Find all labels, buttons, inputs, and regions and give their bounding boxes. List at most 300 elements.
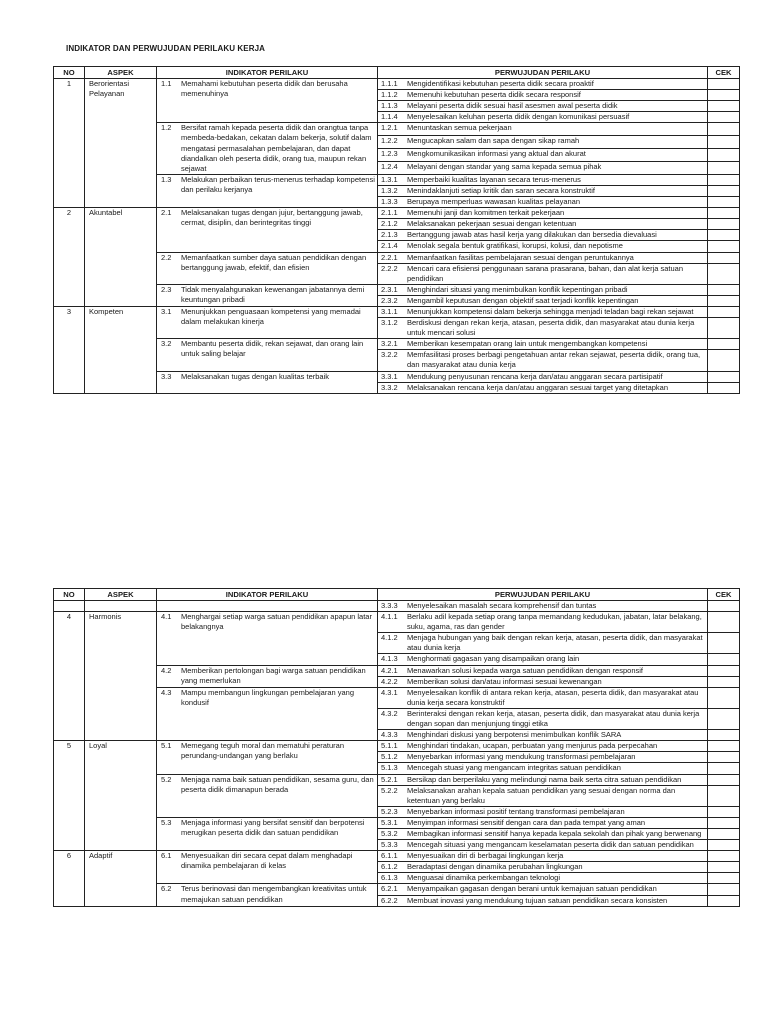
check-cell[interactable] [708, 806, 740, 817]
check-cell[interactable] [708, 763, 740, 774]
check-cell[interactable] [708, 601, 740, 612]
behavior-line [381, 350, 705, 370]
check-cell[interactable] [708, 654, 740, 665]
indicator-number: 2.3 [161, 284, 172, 294]
aspect-number: 6 [54, 851, 85, 906]
behavior-table-page-2 [53, 588, 740, 907]
indicator-text: Mampu membangun lingkungan pembelajaran yang kondusif [181, 687, 355, 707]
indicator [161, 372, 375, 382]
behavior-text: Beradaptasi dengan dinamika perubahan lingkungan [407, 862, 583, 872]
behavior-line [381, 136, 705, 146]
behavior-item [378, 79, 708, 90]
behavior-number: 2.3.2 [381, 295, 398, 305]
table-row [54, 284, 740, 295]
behavior-text: Menghindari tindakan, ucapan, perbuatan yang menjurus pada perpecahan [407, 741, 658, 751]
behavior-number: 5.1.2 [381, 752, 398, 762]
behavior-text: Melayani dengan standar yang sama kepada semua pihak [407, 161, 602, 171]
behavior-number: 4.3.1 [381, 687, 398, 697]
check-cell[interactable] [708, 612, 740, 633]
behavior-item [378, 884, 708, 895]
behavior-item [378, 123, 708, 136]
behavior-number: 5.3.2 [381, 828, 398, 838]
behavior-number: 5.3.1 [381, 817, 398, 827]
behavior-text: Melaksanakan arahan kepala satuan pendidikan yang sesuai dengan norma dan ketentuan yang berlaku [407, 785, 676, 805]
check-cell[interactable] [708, 123, 740, 136]
behavior-line [381, 763, 705, 773]
check-cell[interactable] [708, 318, 740, 339]
indicator-number: 4.3 [161, 687, 172, 697]
indicator [161, 208, 375, 228]
check-cell[interactable] [708, 284, 740, 295]
behavior-number: 2.2.2 [381, 263, 398, 273]
behavior-text: Menghindari diskusi yang berpotensi menimbulkan konflik SARA [407, 730, 622, 740]
indicator-text: Menunjukkan penguasaan kompetensi yang memadai dalam melakukan kinerja [181, 306, 361, 327]
indicator [161, 741, 375, 761]
behavior-text: Mencari cara efisiensi penggunaan sarana prasarana, bahan, dan alat kerja satuan pendidikan [407, 263, 684, 283]
check-cell[interactable] [708, 350, 740, 371]
check-cell[interactable] [708, 371, 740, 382]
check-cell[interactable] [708, 174, 740, 185]
behavior-text: Melayani peserta didik sesuai hasil asesmen awal peserta didik [407, 101, 618, 111]
behavior-line [381, 677, 705, 687]
indicator-number: 6.1 [161, 851, 172, 861]
table-row [54, 851, 740, 862]
indicator-number: 4.2 [161, 665, 172, 675]
indicator-text: Terus berinovasi dan mengembangkan kreativitas untuk memajukan satuan pendidikan [181, 884, 367, 904]
check-cell[interactable] [708, 828, 740, 839]
behavior-line [381, 285, 705, 295]
indicator-number: 5.3 [161, 817, 172, 827]
behavior-text: Membuat inovasi yang mendukung tujuan satuan pendidikan secara konsisten [407, 895, 668, 905]
header-no: NO [54, 67, 85, 79]
behavior-text: Menyebarkan informasi yang mendukung transformasi pembelajaran [407, 752, 636, 762]
check-cell[interactable] [708, 708, 740, 729]
behavior-text: Menunjukkan kompetensi dalam bekerja sehingga menjadi teladan bagi rekan sejawat [407, 306, 694, 316]
indicator-cell [157, 339, 378, 371]
behavior-item [378, 654, 708, 665]
check-cell[interactable] [708, 149, 740, 162]
indicator-number: 1.3 [161, 174, 172, 184]
aspect-number: 5 [54, 741, 85, 851]
check-cell[interactable] [708, 197, 740, 208]
indicator-number: 3.2 [161, 339, 172, 349]
indicator-text: Bersifat ramah kepada peserta didik dan orangtua tanpa membeda-bedakan, cekatan dalam bekerja, solutif dalam mengatasi permasalahan pembelajaran, dan dapat diandalkan oleh peserta didik, orang tua, maupun rekan sejawat [181, 123, 372, 173]
behavior-text: Mengidentifikasi kebutuhan peserta didik secara proaktif [407, 79, 594, 88]
indicator-cell [157, 123, 378, 174]
behavior-item [378, 101, 708, 112]
indicator-cell [157, 817, 378, 850]
table-row [54, 687, 740, 708]
check-cell[interactable] [708, 101, 740, 112]
behavior-line [381, 688, 705, 708]
behavior-line [381, 208, 705, 218]
behavior-line [381, 230, 705, 240]
behavior-text: Mengucapkan salam dan sapa dengan sikap ramah [407, 136, 580, 146]
behavior-number: 3.2.2 [381, 350, 398, 360]
behavior-item [378, 185, 708, 196]
behavior-line [381, 840, 705, 850]
behavior-line [381, 709, 705, 729]
table-header-row [54, 67, 740, 79]
check-cell[interactable] [708, 90, 740, 101]
indicator [161, 612, 375, 632]
check-cell[interactable] [708, 774, 740, 785]
behavior-item [378, 219, 708, 230]
indicator-text: Menjaga nama baik satuan pendidikan, sesama guru, dan peserta didik dimanapun berada [181, 774, 374, 794]
behavior-text: Menyelesaikan masalah secara komprehensif dan tuntas [407, 601, 597, 610]
check-cell[interactable] [708, 241, 740, 252]
table-row [54, 371, 740, 382]
check-cell[interactable] [708, 382, 740, 393]
behavior-item [378, 112, 708, 123]
behavior-item [378, 241, 708, 252]
indicator-text: Melaksanakan tugas dengan jujur, bertanggung jawab, cermat, disiplin, dan berintegritas tinggi [181, 208, 363, 228]
check-cell[interactable] [708, 730, 740, 741]
behavior-number: 2.3.1 [381, 284, 398, 294]
behavior-text: Menyelesaikan konflik di antara rekan kerja, atasan, peserta didik, dan masyarakat atau dunia kerja secara konstruktif [407, 687, 699, 707]
aspect-name: Berorientasi Pelayanan [85, 79, 157, 208]
table-row [54, 252, 740, 263]
behavior-item [378, 350, 708, 371]
behavior-line [381, 873, 705, 883]
indicator [161, 666, 375, 686]
behavior-text: Memanfaatkan fasilitas pembelajaran sesuai dengan peruntukannya [407, 252, 634, 262]
check-cell[interactable] [708, 208, 740, 219]
behavior-line [381, 149, 705, 159]
behavior-item [378, 284, 708, 295]
indicator-text: Memegang teguh moral dan mematuhi peraturan perundang-undangan yang berlaku [181, 741, 345, 761]
behavior-text: Menghindari situasi yang menimbulkan konflik kepentingan pribadi [407, 284, 628, 294]
header-perwujudan: PERWUJUDAN PERILAKU [378, 589, 708, 601]
behavior-number: 1.1.3 [381, 101, 398, 111]
behavior-line [381, 162, 705, 172]
table-row [54, 612, 740, 633]
check-cell[interactable] [708, 851, 740, 862]
behavior-line [381, 383, 705, 393]
behavior-line [381, 79, 705, 89]
behavior-text: Bertanggung jawab atas hasil kerja yang dilakukan dan bersedia dievaluasi [407, 230, 657, 240]
behavior-text: Mencegah stuasi yang mengancam integritas satuan pendidikan [407, 763, 621, 773]
indicator-cell [157, 208, 378, 252]
behavior-line [381, 612, 705, 632]
indicator-cell [157, 371, 378, 393]
aspect-number: 2 [54, 208, 85, 307]
indicator [161, 79, 375, 99]
behavior-text: Membagikan informasi sensitif hanya kepada kepala sekolah dan pihak yang berwenang [407, 828, 702, 838]
behavior-number: 3.3.1 [381, 371, 398, 381]
behavior-line [381, 186, 705, 196]
check-cell[interactable] [708, 752, 740, 763]
behavior-number: 4.1.1 [381, 612, 398, 622]
behavior-item [378, 873, 708, 884]
check-cell[interactable] [708, 252, 740, 263]
behavior-item [378, 382, 708, 393]
behavior-item [378, 601, 708, 612]
indicator-text: Melakukan perbaikan terus-menerus terhadap kompetensi dan perilaku kerjanya [181, 174, 375, 194]
behavior-number: 4.3.3 [381, 730, 398, 740]
behavior-number: 5.2.1 [381, 774, 398, 784]
behavior-line [381, 307, 705, 317]
header-perwujudan: PERWUJUDAN PERILAKU [378, 67, 708, 79]
header-indikator: INDIKATOR PERILAKU [157, 67, 378, 79]
indicator-number: 1.2 [161, 123, 172, 133]
behavior-item [378, 371, 708, 382]
behavior-line [381, 862, 705, 872]
indicator-text: Melaksanakan tugas dengan kualitas terbaik [181, 371, 330, 381]
behavior-item [378, 862, 708, 873]
check-cell[interactable] [708, 136, 740, 149]
behavior-line [381, 884, 705, 894]
behavior-item [378, 828, 708, 839]
behavior-line [381, 851, 705, 861]
aspect-number: 3 [54, 306, 85, 393]
table-row [54, 884, 740, 895]
behavior-text: Mendukung penyusunan rencana kerja dan/atau anggaran secara partisipatif [407, 371, 663, 381]
indicator [161, 688, 375, 708]
indicator-text: Menyesuaikan diri secara cepat dalam menghadapi dinamika pembelajaran di kelas [181, 851, 353, 871]
indicator [161, 851, 375, 871]
indicator-number: 6.2 [161, 884, 172, 894]
indicator-number: 1.1 [161, 79, 172, 88]
behavior-text: Berdiskusi dengan rekan kerja, atasan, peserta didik, dan masyarakat atau dunia kerja untuk mencari solusi [407, 318, 695, 338]
behavior-item [378, 633, 708, 654]
indicator [161, 175, 375, 195]
indicator-cell [157, 174, 378, 207]
behavior-line [381, 219, 705, 229]
behavior-number: 6.2.2 [381, 895, 398, 905]
check-cell[interactable] [708, 665, 740, 676]
behavior-number: 5.2.2 [381, 785, 398, 795]
behavior-item [378, 763, 708, 774]
behavior-text: Berinteraksi dengan rekan kerja, atasan, peserta didik, dan masyarakat atau dunia kerja dengan sopan dan menjunjung tinggi etika [407, 708, 700, 729]
check-cell[interactable] [708, 79, 740, 90]
behavior-text: Mencegah situasi yang mengancam keselamatan peserta didik dan satuan pendidikan [407, 840, 694, 850]
indicator-text: Tidak menyalahgunakan kewenangan jabatannya demi keuntungan pribadi [181, 284, 365, 304]
behavior-line [381, 123, 705, 133]
behavior-number: 2.1.4 [381, 241, 398, 251]
table-row [54, 817, 740, 828]
behavior-item [378, 730, 708, 741]
indicator-text: Menghargai setiap warga satuan pendidikan apapun latar belakangnya [181, 612, 372, 632]
behavior-item [378, 318, 708, 339]
behavior-line [381, 807, 705, 817]
indicator-number: 5.1 [161, 741, 172, 751]
behavior-number: 1.3.1 [381, 174, 398, 184]
behavior-item [378, 817, 708, 828]
behavior-number: 3.3.3 [381, 601, 398, 610]
behavior-line [381, 101, 705, 111]
header-aspek: ASPEK [85, 67, 157, 79]
behavior-text: Berlaku adil kepada setiap orang tanpa memandang kedudukan, jabatan, latar belakang, suku, agama, ras dan gender [407, 612, 702, 632]
behavior-item [378, 197, 708, 208]
behavior-text: Memfasilitasi proses berbagi pengetahuan antar rekan sejawat, peserta didik, orang tua, dan masyarakat atau dunia kerja [407, 350, 701, 370]
indicator-cell [157, 884, 378, 906]
behavior-item [378, 687, 708, 708]
behavior-number: 2.1.3 [381, 230, 398, 240]
aspect-name: Kompeten [85, 306, 157, 393]
table-header-row [54, 589, 740, 601]
indicator-cell [157, 79, 378, 123]
behavior-number: 4.2.2 [381, 676, 398, 686]
behavior-text: Memberikan solusi dan/atau informasi sesuai kewenangan [407, 676, 602, 686]
check-cell[interactable] [708, 161, 740, 174]
behavior-number: 1.1.2 [381, 90, 398, 100]
header-indikator: INDIKATOR PERILAKU [157, 589, 378, 601]
table-row [54, 774, 740, 785]
behavior-item [378, 840, 708, 851]
behavior-line [381, 786, 705, 806]
header-aspek: ASPEK [85, 589, 157, 601]
behavior-line [381, 896, 705, 906]
header-no: NO [54, 589, 85, 601]
behavior-item [378, 252, 708, 263]
behavior-line [381, 741, 705, 751]
check-cell[interactable] [708, 873, 740, 884]
check-cell[interactable] [708, 339, 740, 350]
document-title: INDIKATOR DAN PERWUJUDAN PERILAKU KERJA [66, 44, 266, 53]
behavior-text: Menjaga hubungan yang baik dengan rekan kerja, atasan, peserta didik, dan masyarakat atau dunia kerja [407, 633, 703, 653]
behavior-number: 2.2.1 [381, 252, 398, 262]
indicator-number: 3.1 [161, 306, 172, 316]
behavior-number: 1.1.1 [381, 79, 398, 88]
behavior-item [378, 136, 708, 149]
behavior-number: 1.2.1 [381, 123, 398, 133]
behavior-item [378, 263, 708, 284]
behavior-line [381, 241, 705, 251]
behavior-number: 4.3.2 [381, 708, 398, 718]
behavior-line [381, 318, 705, 338]
table-row [54, 665, 740, 676]
behavior-text: Bersikap dan berperilaku yang melindungi nama baik serta citra satuan pendidikan [407, 774, 682, 784]
indicator [161, 307, 375, 327]
behavior-item [378, 774, 708, 785]
indicator-text: Membantu peserta didik, rekan sejawat, dan orang lain untuk saling belajar [181, 339, 364, 359]
behavior-line [381, 339, 705, 349]
behavior-line [381, 372, 705, 382]
behavior-text: Memberikan kesempatan orang lain untuk mengembangkan kompetensi [407, 339, 648, 349]
behavior-number: 1.1.4 [381, 112, 398, 122]
behavior-text: Menyimpan informasi sensitif dengan cara dan pada tempat yang aman [407, 817, 646, 827]
behavior-text: Mengkomunikasikan informasi yang aktual dan akurat [407, 149, 586, 159]
behavior-line [381, 296, 705, 306]
behavior-line [381, 197, 705, 207]
indicator-text: Memahami kebutuhan peserta didik dan berusaha memenuhinya [181, 79, 348, 99]
aspect-number: 4 [54, 612, 85, 741]
check-cell[interactable] [708, 862, 740, 873]
aspect-name: Akuntabel [85, 208, 157, 307]
check-cell[interactable] [708, 219, 740, 230]
behavior-number: 1.2.4 [381, 161, 398, 171]
check-cell[interactable] [708, 633, 740, 654]
behavior-line [381, 633, 705, 653]
behavior-item [378, 149, 708, 162]
behavior-line [381, 654, 705, 664]
behavior-number: 5.1.1 [381, 741, 398, 751]
check-cell[interactable] [708, 741, 740, 752]
indicator-cell [157, 284, 378, 306]
behavior-line [381, 818, 705, 828]
behavior-item [378, 230, 708, 241]
behavior-item [378, 851, 708, 862]
indicator [161, 775, 375, 795]
check-cell[interactable] [708, 185, 740, 196]
behavior-item [378, 612, 708, 633]
behavior-item [378, 90, 708, 101]
check-cell[interactable] [708, 840, 740, 851]
aspect-name: Adaptif [85, 851, 157, 906]
indicator-cell [157, 687, 378, 740]
behavior-text: Berupaya memperluas wawasan kualitas pelayanan [407, 197, 581, 207]
check-cell[interactable] [708, 785, 740, 806]
check-cell[interactable] [708, 263, 740, 284]
check-cell[interactable] [708, 230, 740, 241]
table-row [54, 306, 740, 317]
indicator-number: 4.1 [161, 612, 172, 622]
behavior-line [381, 601, 705, 611]
behavior-item [378, 806, 708, 817]
indicator-cell [157, 774, 378, 817]
behavior-number: 1.3.2 [381, 185, 398, 195]
indicator-number: 3.3 [161, 371, 172, 381]
indicator-text: Memanfaatkan sumber daya satuan pendidikan dengan bertanggung jawab, efektif, dan efisien [181, 252, 367, 272]
behavior-item [378, 306, 708, 317]
indicator-number: 2.1 [161, 208, 172, 218]
aspect-name: Loyal [85, 741, 157, 851]
check-cell[interactable] [708, 295, 740, 306]
table-row [54, 601, 740, 612]
behavior-line [381, 829, 705, 839]
check-cell[interactable] [708, 306, 740, 317]
behavior-number: 6.1.3 [381, 873, 398, 883]
behavior-text: Melaksanakan pekerjaan sesuai dengan ketentuan [407, 219, 577, 229]
indicator [161, 253, 375, 273]
indicator-cell [157, 741, 378, 774]
behavior-text: Menawarkan solusi kepada warga satuan pendidikan dengan responsif [407, 665, 643, 675]
check-cell[interactable] [708, 895, 740, 906]
behavior-text: Mengambil keputusan dengan objektif saat terjadi konflik kepentingan [407, 295, 639, 305]
check-cell[interactable] [708, 676, 740, 687]
behavior-item [378, 208, 708, 219]
behavior-item [378, 676, 708, 687]
behavior-line [381, 175, 705, 185]
behavior-item [378, 895, 708, 906]
behavior-line [381, 112, 705, 122]
behavior-item [378, 785, 708, 806]
behavior-item [378, 665, 708, 676]
check-cell[interactable] [708, 687, 740, 708]
behavior-text: Memenuhi janji dan komitmen terkait pekerjaan [407, 208, 565, 218]
table-row [54, 208, 740, 219]
behavior-number: 4.1.3 [381, 654, 398, 664]
behavior-text: Menguasai dinamika perkembangan teknologi [407, 873, 561, 883]
behavior-item [378, 339, 708, 350]
behavior-text: Memenuhi kebutuhan peserta didik secara responsif [407, 90, 581, 100]
behavior-line [381, 90, 705, 100]
behavior-number: 2.1.1 [381, 208, 398, 218]
check-cell[interactable] [708, 884, 740, 895]
behavior-number: 5.3.3 [381, 840, 398, 850]
behavior-number: 6.1.2 [381, 862, 398, 872]
indicator-cell [157, 252, 378, 284]
check-cell[interactable] [708, 817, 740, 828]
check-cell[interactable] [708, 112, 740, 123]
behavior-item [378, 161, 708, 174]
behavior-text: Menuntaskan semua pekerjaan [407, 123, 512, 133]
aspect-number: 1 [54, 79, 85, 208]
behavior-text: Menindaklanjuti setiap kritik dan saran secara konstruktif [407, 185, 596, 195]
behavior-number: 3.1.1 [381, 306, 398, 316]
aspect-name [85, 601, 157, 612]
